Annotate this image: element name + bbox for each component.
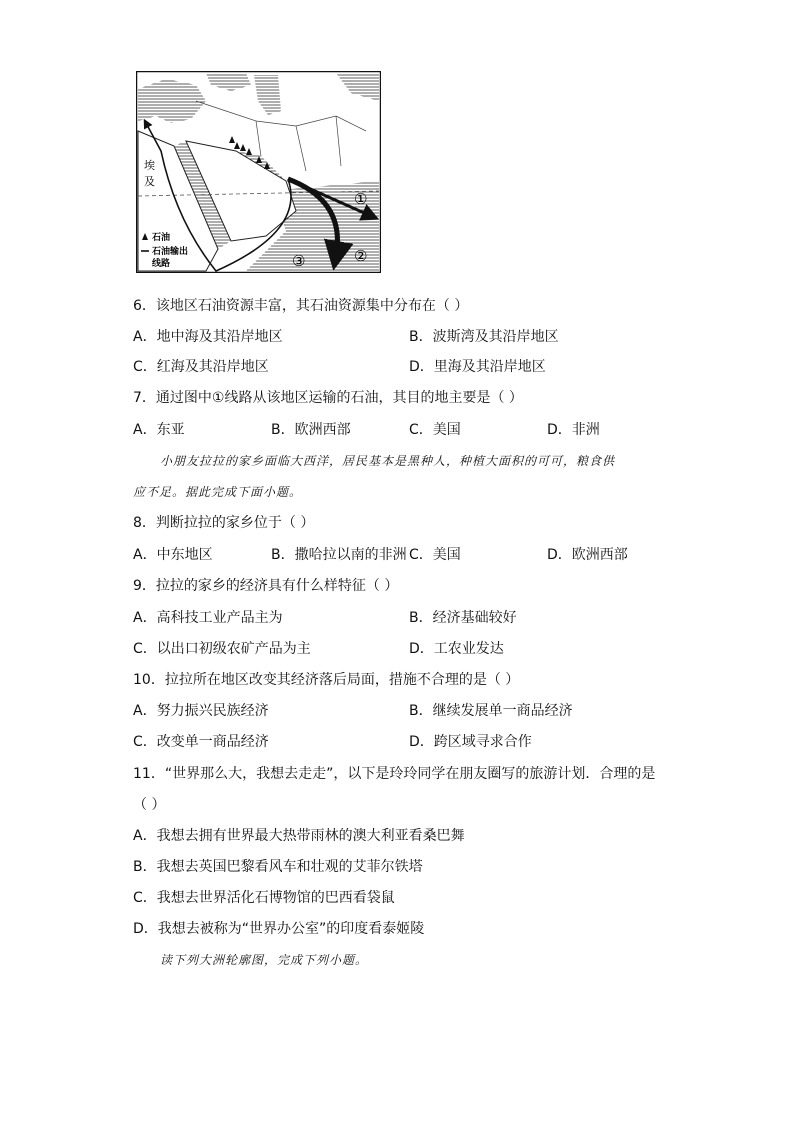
q7-option-a[interactable]: A．东亚	[133, 422, 185, 438]
question-11-stem-line-2: （ ）	[133, 797, 166, 813]
q10-option-d[interactable]: D．跨区域寻求合作	[409, 734, 532, 750]
legend-oil-label: 石油	[152, 233, 171, 243]
q8-option-a[interactable]: A．中东地区	[133, 547, 213, 563]
route-2-label: ②	[354, 247, 368, 265]
q7-option-b[interactable]: B．欧洲西部	[271, 422, 351, 438]
q10-option-c[interactable]: C．改变单一商品经济	[133, 734, 269, 750]
q8-option-c[interactable]: C．美国	[409, 547, 461, 563]
q10-option-a[interactable]: A．努力振兴民族经济	[133, 703, 269, 719]
q11-option-c[interactable]: C．我想去世界活化石博物馆的巴西看袋鼠	[133, 890, 395, 906]
q8-option-d[interactable]: D．欧洲西部	[547, 547, 628, 563]
q6-option-b[interactable]: B．波斯湾及其沿岸地区	[409, 329, 559, 345]
middle-east-oil-map	[136, 71, 381, 273]
label-egypt-1: 埃	[144, 159, 155, 172]
q11-option-b[interactable]: B．我想去英国巴黎看风车和壮观的艾菲尔铁塔	[133, 859, 423, 875]
q9-option-c[interactable]: C．以出口初级农矿产品为主	[133, 641, 311, 657]
question-10-stem: 10．拉拉所在地区改变其经济落后局面，措施不合理的是（ ）	[133, 672, 520, 688]
q9-option-b[interactable]: B．经济基础较好	[409, 610, 517, 626]
lala-intro-line-1: 小朋友拉拉的家乡面临大西洋，居民基本是黑种人，种植大面积的可可，粮食供	[160, 454, 616, 468]
q11-option-a[interactable]: A．我想去拥有世界最大热带雨林的澳大利亚看桑巴舞	[133, 828, 465, 844]
continents-intro: 读下列大洲轮廓图，完成下列小题。	[160, 953, 369, 967]
route-1-label: ①	[354, 190, 368, 208]
question-7-stem: 7．通过图中①线路从该地区运输的石油，其目的地主要是（ ）	[133, 390, 523, 406]
legend-route-label-2: 线路	[152, 259, 171, 269]
lala-intro-line-2: 应不足。据此完成下面小题。	[133, 485, 303, 499]
q9-option-a[interactable]: A．高科技工业产品主为	[133, 610, 283, 626]
legend-route-label-1: 石油输出	[152, 247, 189, 257]
question-9-stem: 9．拉拉的家乡的经济具有什么样特征（ ）	[133, 578, 399, 594]
question-11-stem-line-1: 11．“世界那么大，我想去走走”，以下是玲玲同学在朋友圈写的旅游计划．合理的是	[133, 766, 656, 782]
q7-option-c[interactable]: C．美国	[409, 422, 461, 438]
q6-option-d[interactable]: D．里海及其沿岸地区	[409, 359, 546, 375]
route-3-label: ③	[292, 252, 306, 270]
q6-option-a[interactable]: A．地中海及其沿岸地区	[133, 329, 283, 345]
question-8-stem: 8．判断拉拉的家乡位于（ ）	[133, 515, 315, 531]
q6-option-c[interactable]: C．红海及其沿岸地区	[133, 359, 269, 375]
q8-option-b[interactable]: B．撒哈拉以南的非洲	[271, 547, 407, 563]
q10-option-b[interactable]: B．继续发展单一商品经济	[409, 703, 573, 719]
q11-option-d[interactable]: D．我想去被称为“世界办公室”的印度看泰姬陵	[133, 921, 425, 937]
q7-option-d[interactable]: D．非洲	[547, 422, 600, 438]
q9-option-d[interactable]: D．工农业发达	[409, 641, 504, 657]
label-egypt-2: 及	[144, 175, 155, 188]
question-6-stem: 6．该地区石油资源丰富，其石油资源集中分布在（ ）	[133, 298, 469, 314]
